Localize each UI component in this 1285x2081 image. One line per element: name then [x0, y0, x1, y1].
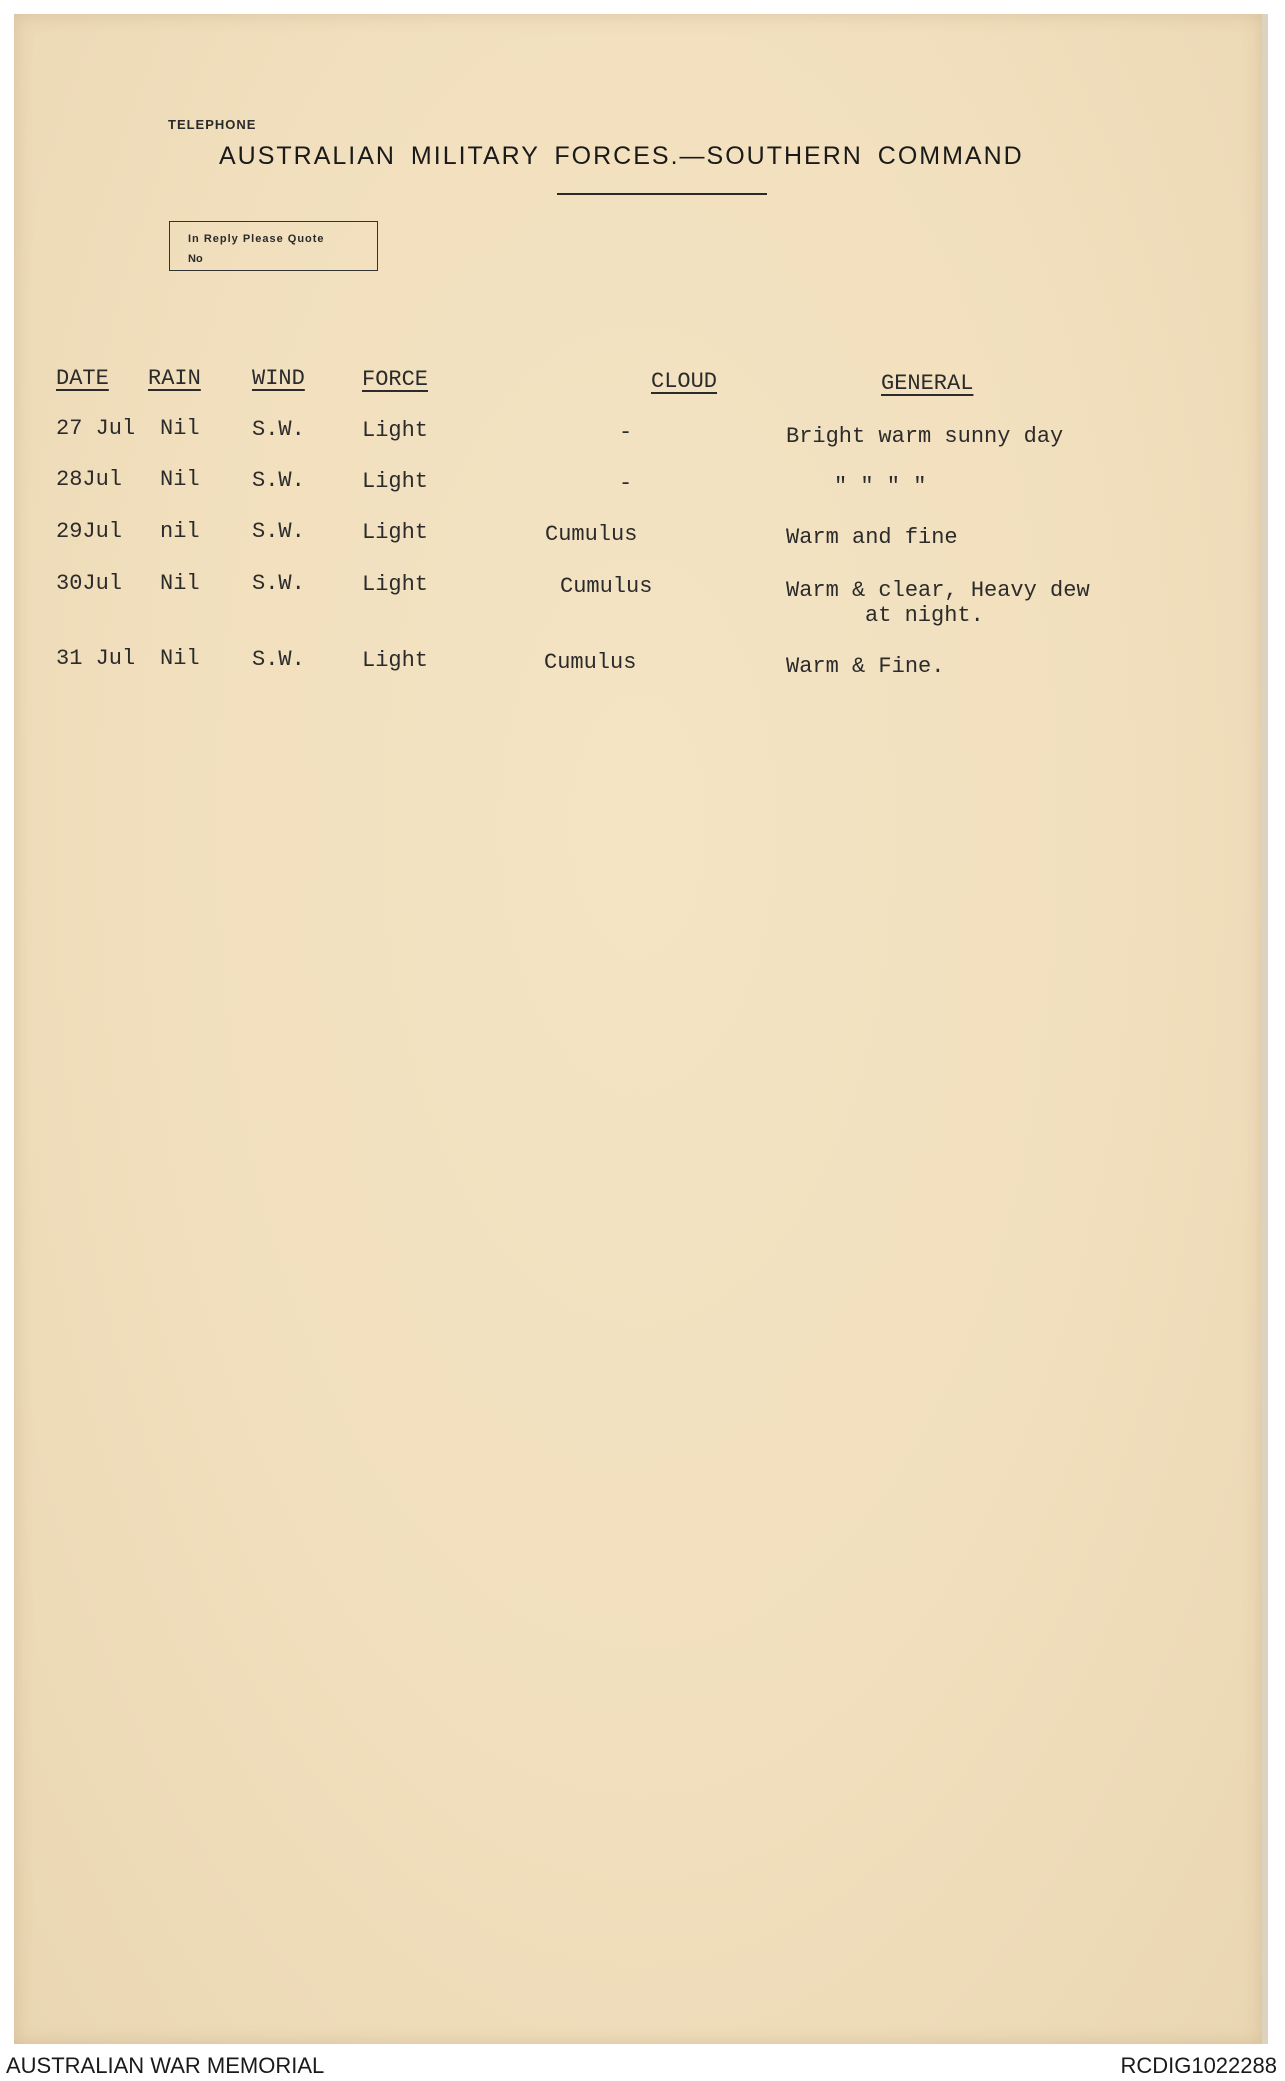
row-1-date: 27 Jul — [56, 416, 136, 441]
row-3-rain: nil — [160, 519, 200, 544]
row-4-wind: S.W. — [252, 571, 305, 596]
row-4-general: Warm & clear, Heavy dew — [786, 578, 1090, 603]
document-page — [14, 14, 1268, 2044]
row-3-wind: S.W. — [252, 519, 305, 544]
row-1-general: Bright warm sunny day — [786, 424, 1064, 449]
reply-reference-box — [169, 221, 378, 271]
header-date: DATE — [56, 366, 109, 391]
row-1-wind: S.W. — [252, 417, 305, 442]
footer-record-id: RCDIG1022288 — [1120, 2053, 1277, 2078]
row-1-cloud: - — [619, 420, 633, 445]
row-5-cloud: Cumulus — [544, 650, 637, 675]
footer-institution: AUSTRALIAN WAR MEMORIAL — [6, 2053, 325, 2078]
row-2-rain: Nil — [160, 467, 200, 492]
header-force: FORCE — [362, 367, 429, 392]
row-5-wind: S.W. — [252, 647, 305, 672]
row-2-cloud: - — [619, 471, 633, 496]
letterhead-title: AUSTRALIAN MILITARY FORCES.—SOUTHERN COMMAND — [219, 142, 1024, 170]
header-general: GENERAL — [881, 371, 974, 396]
row-3-general: Warm and fine — [786, 525, 958, 550]
row-2-date: 28Jul — [56, 467, 123, 492]
title-underline — [557, 193, 767, 195]
row-1-rain: Nil — [160, 416, 200, 441]
row-3-date: 29Jul — [56, 519, 123, 544]
reply-quote-label: In Reply Please Quote — [188, 233, 325, 245]
telephone-label: TELEPHONE — [168, 117, 257, 132]
row-3-cloud: Cumulus — [545, 522, 638, 547]
header-rain: RAIN — [148, 366, 201, 391]
header-wind: WIND — [252, 366, 305, 391]
row-4-rain: Nil — [160, 571, 200, 596]
reply-number-label: No — [188, 253, 203, 265]
row-4-general-continued: at night. — [865, 603, 984, 628]
row-4-force: Light — [362, 572, 429, 597]
row-5-rain: Nil — [160, 646, 200, 671]
row-2-force: Light — [362, 469, 429, 494]
row-4-cloud: Cumulus — [560, 574, 653, 599]
row-3-force: Light — [362, 520, 429, 545]
row-1-force: Light — [362, 418, 429, 443]
row-4-date: 30Jul — [56, 571, 123, 596]
row-5-general: Warm & Fine. — [786, 654, 945, 679]
header-cloud: CLOUD — [651, 369, 718, 394]
row-5-date: 31 Jul — [56, 646, 136, 671]
row-2-general: " " " " — [834, 474, 927, 499]
row-2-wind: S.W. — [252, 468, 305, 493]
row-5-force: Light — [362, 648, 429, 673]
